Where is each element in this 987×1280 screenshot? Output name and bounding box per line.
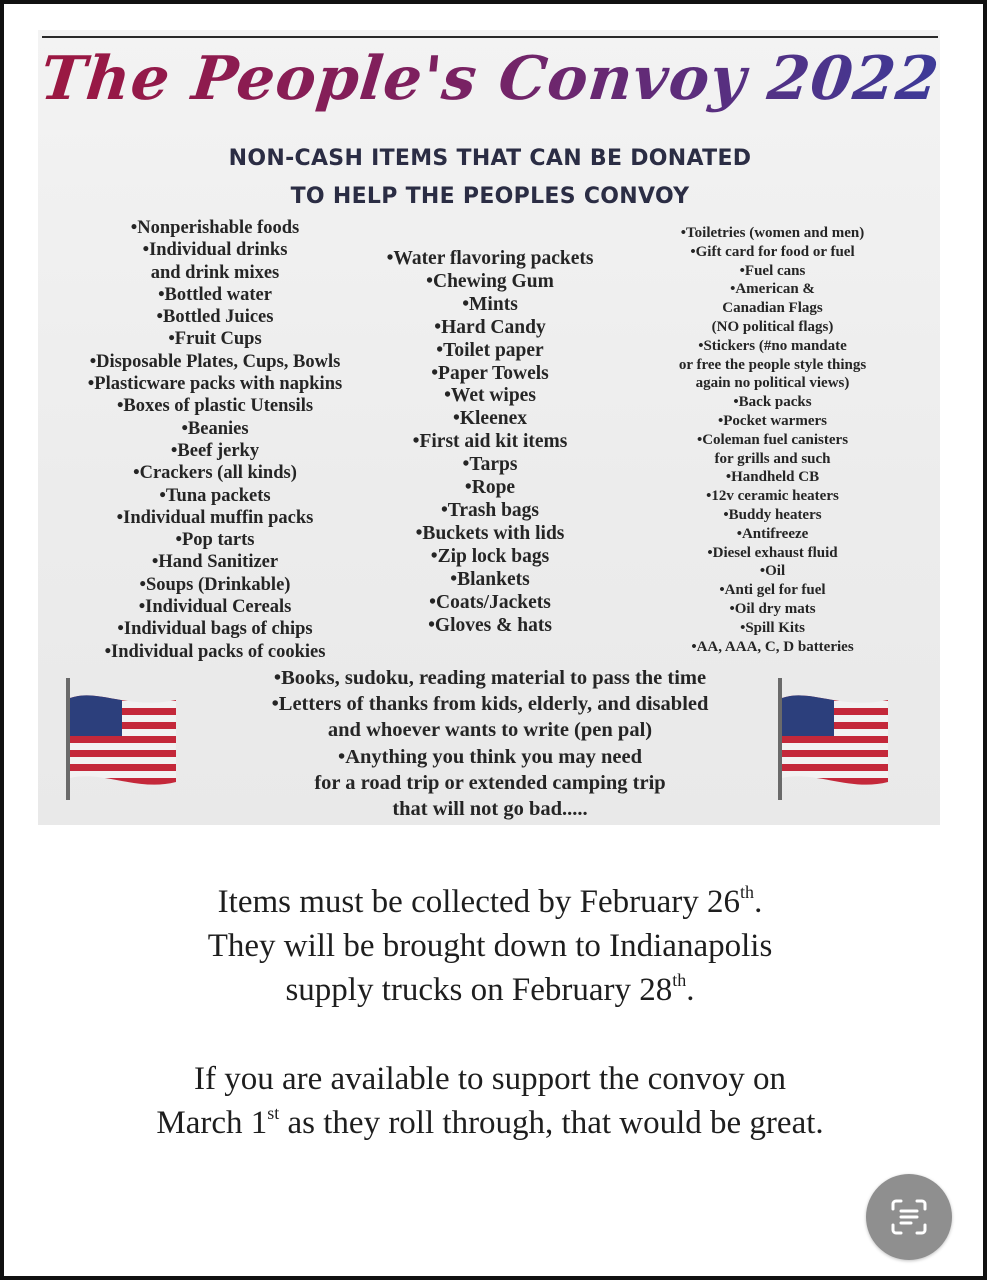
list-item: and drink mixes [150, 262, 280, 283]
list-item: •Bottled water [158, 284, 272, 305]
subtitle-line-2: TO HELP THE PEOPLES CONVOY [290, 184, 690, 209]
list-item: •Back packs [733, 394, 812, 411]
notice-text: as they roll through, that would be great. [279, 1105, 824, 1141]
list-item: •Coats/Jackets [429, 591, 551, 613]
list-item: •Coleman fuel canisters [696, 431, 849, 448]
american-flag-icon [770, 670, 890, 800]
list-item: •Nonperishable foods [130, 218, 300, 238]
list-item: •Antifreeze [736, 525, 809, 542]
list-item: •Handheld CB [725, 469, 820, 486]
list-item: •Individual drinks [142, 240, 288, 261]
list-item: •Disposable Plates, Cups, Bowls [89, 351, 341, 372]
ordinal-suffix: st [267, 1103, 280, 1123]
notice-line-collection [40, 881, 940, 923]
flyer-title: The People's Convoy 2022 [37, 44, 943, 114]
list-item: •Beanies [181, 418, 249, 439]
list-item: •Spill Kits [740, 619, 805, 636]
list-item: •Zip lock bags [430, 545, 550, 567]
list-item: •Individual bags of chips [117, 619, 313, 640]
list-item: •Letters of thanks from kids, elderly, and disabled [271, 693, 709, 716]
notice-text: . [754, 884, 763, 920]
list-item: •Individual packs of cookies [104, 641, 326, 662]
notice-line-supply [40, 969, 940, 1011]
list-item: •Wet wipes [444, 385, 536, 407]
list-item: •Trash bags [440, 499, 540, 521]
list-item: •Paper Towels [431, 362, 549, 384]
list-item: •Oil dry mats [729, 600, 816, 617]
list-item: •Gift card for food or fuel [690, 243, 855, 260]
list-item: •Toilet paper [436, 339, 544, 361]
list-item: •Hand Sanitizer [151, 552, 279, 573]
list-item: •Fuel cans [739, 262, 806, 279]
list-item: •American & [730, 281, 815, 298]
notice-line-support: If you are available to support the convoy on [194, 1061, 786, 1097]
list-item: •Toiletries (women and men) [680, 225, 865, 241]
list-item: •Bottled Juices [156, 307, 274, 328]
list-item: •Diesel exhaust fluid [707, 544, 838, 561]
notice-text: supply trucks on February 28 [285, 972, 673, 1008]
list-item: Canadian Flags [722, 300, 823, 317]
list-item: •Stickers (#no mandate [698, 337, 847, 354]
list-item: •Pop tarts [175, 530, 255, 551]
list-item: •Fruit Cups [168, 329, 262, 350]
list-item: for a road trip or extended camping trip [314, 771, 666, 794]
list-item: •Gloves & hats [428, 614, 552, 636]
notice-line-march [40, 1102, 940, 1144]
notice-text: . [686, 972, 695, 1008]
list-item: •Rope [464, 477, 516, 499]
notice-line-indianapolis: They will be brought down to Indianapolis [207, 928, 773, 964]
list-item: •Oil [759, 563, 786, 580]
list-item: •AA, AAA, C, D batteries [691, 638, 854, 655]
scan-text-button[interactable] [866, 1174, 952, 1260]
list-item: •Kleenex [453, 408, 527, 430]
list-item: •Beef jerky [170, 440, 260, 461]
list-item: •First aid kit items [412, 431, 568, 453]
list-item: •Blankets [450, 568, 530, 590]
list-item: •Individual Cereals [138, 597, 292, 618]
list-item: •Pocket warmers [718, 412, 827, 429]
notice-text: March 1 [156, 1105, 268, 1141]
list-item: •Mints [462, 293, 518, 315]
list-item: •Buddy heaters [723, 506, 822, 523]
list-item: •Anti gel for fuel [719, 582, 826, 599]
list-item: and whoever wants to write (pen pal) [327, 719, 653, 742]
list-item: •Soups (Drinkable) [139, 574, 291, 595]
american-flag-icon [58, 670, 178, 800]
list-item: for grills and such [714, 450, 831, 467]
ordinal-suffix: th [672, 970, 687, 990]
middle-items-column [355, 248, 625, 637]
list-item: •Anything you think you may need [338, 745, 642, 768]
top-rule [42, 36, 938, 38]
left-items-column [60, 217, 370, 663]
list-item: or free the people style things [678, 356, 867, 373]
list-item: •Plasticware packs with napkins [87, 374, 343, 395]
notice-text: Items must be collected by February 26 [217, 884, 741, 920]
list-item: •Individual muffin packs [116, 507, 314, 528]
scan-text-icon [887, 1195, 931, 1239]
list-item: •Books, sudoku, reading material to pass the time [273, 667, 707, 689]
ordinal-suffix: th [740, 882, 755, 902]
subtitle-line-1: NON-CASH ITEMS THAT CAN BE DONATED [228, 146, 752, 171]
list-item: •Tuna packets [159, 485, 271, 506]
list-item: again no political views) [695, 375, 850, 392]
list-item: •12v ceramic heaters [706, 488, 839, 505]
list-item: •Tarps [462, 454, 518, 476]
right-items-column [650, 224, 895, 656]
list-item: (NO political flags) [711, 318, 834, 335]
list-item: •Boxes of plastic Utensils [116, 396, 314, 417]
list-item: •Chewing Gum [426, 270, 554, 292]
list-item: •Buckets with lids [415, 522, 565, 544]
list-item: •Crackers (all kinds) [133, 463, 297, 484]
bottom-items [205, 665, 775, 822]
list-item: •Water flavoring packets [386, 248, 594, 269]
list-item: •Hard Candy [434, 316, 546, 338]
list-item: that will not go bad..... [392, 798, 588, 821]
